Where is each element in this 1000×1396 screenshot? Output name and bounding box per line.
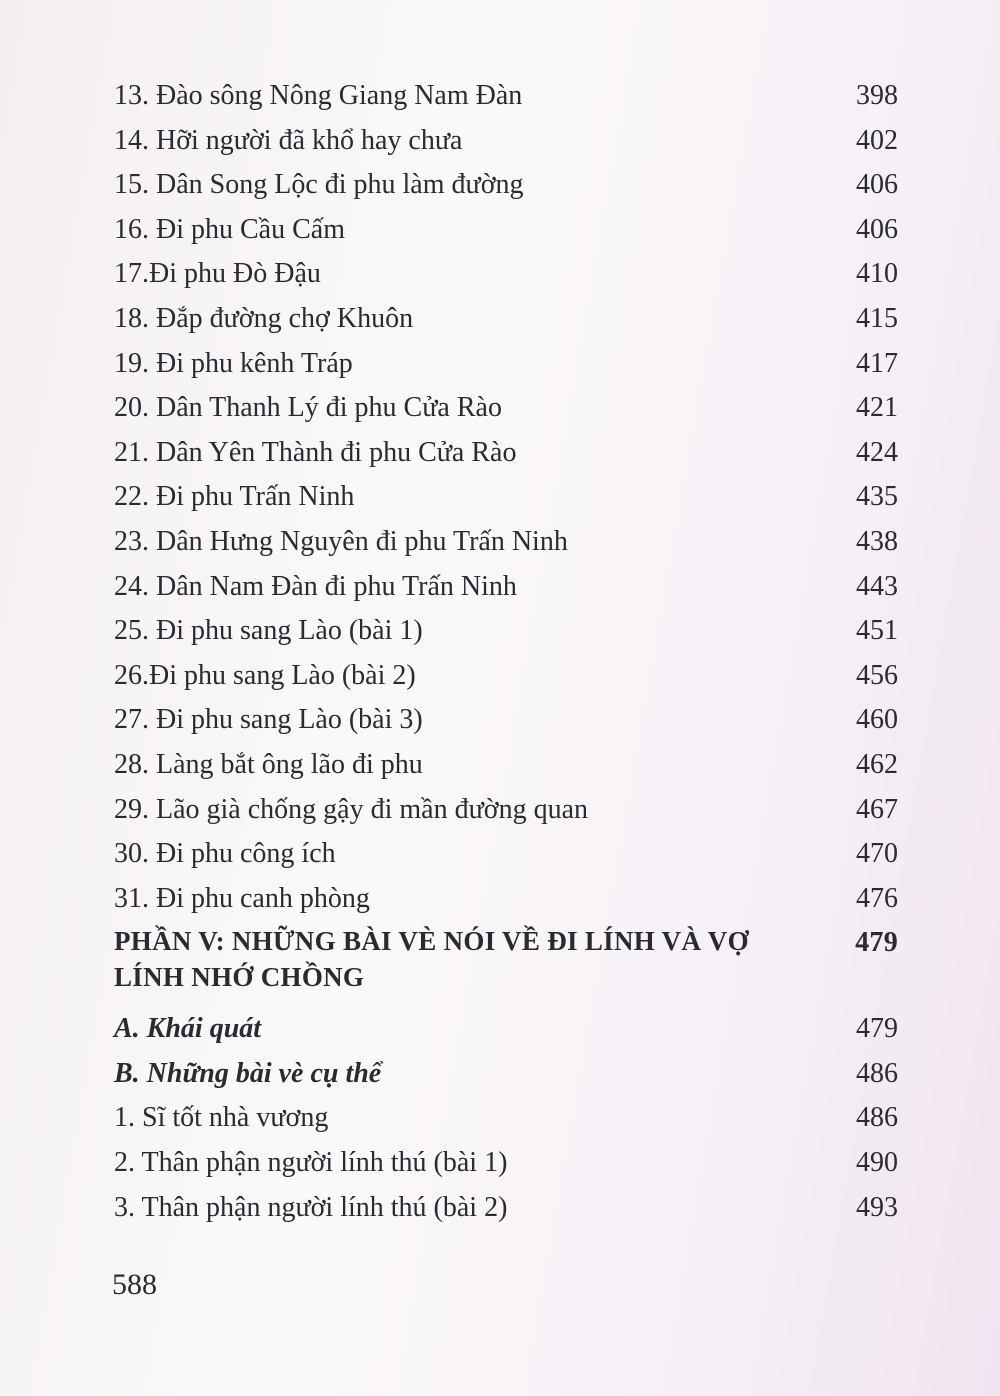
part-page: 479 [855,927,898,959]
toc-entry-page: 462 [856,748,898,780]
toc-entry-20 [110,386,910,431]
section-title: A. Khái quát [114,1013,262,1045]
toc-entry-title: 25. Đi phu sang Lào (bài 1) [114,615,423,647]
toc-entry-title: 21. Dân Yên Thành đi phu Cửa Rào [114,436,517,468]
toc-entry-title: 30. Đi phu công ích [114,838,336,870]
toc-entry-title: 16. Đi phu Cầu Cấm [114,213,345,245]
toc-entry-b3 [110,1186,910,1231]
toc-entry-page: 406 [856,169,898,201]
toc-entry-14 [110,119,910,164]
toc-entry-24 [110,565,910,610]
toc-entry-page: 470 [856,838,898,870]
toc-entry-15 [110,163,910,208]
toc-entry-title: 18. Đắp đường chợ Khuôn [114,302,414,334]
toc-entry-title: 26.Đi phu sang Lào (bài 2) [114,659,416,691]
section-title: B. Những bài vè cụ thể [114,1057,382,1089]
toc-entry-page: 456 [856,659,898,691]
toc-entry-18 [110,297,910,342]
toc-entry-16 [110,208,910,253]
toc-entry-title: 20. Dân Thanh Lý đi phu Cửa Rào [114,392,502,424]
toc-section-b [110,1052,910,1097]
table-of-contents [110,74,910,1230]
toc-entry-page: 421 [856,392,898,424]
toc-section-a [110,1007,910,1052]
toc-entry-23 [110,520,910,565]
toc-entry-page: 493 [856,1191,898,1223]
toc-entry-page: 410 [856,258,898,290]
toc-entry-page: 486 [856,1102,898,1134]
toc-entry-17 [110,252,910,297]
toc-entry-22 [110,475,910,520]
toc-entry-page: 476 [856,882,898,914]
toc-entry-page: 490 [856,1147,898,1179]
toc-entry-page: 406 [856,213,898,245]
toc-entry-title: 1. Sĩ tốt nhà vương [114,1102,329,1134]
toc-entry-page: 417 [856,347,898,379]
toc-entry-page: 415 [856,302,898,334]
toc-entry-19 [110,342,910,387]
toc-entry-b1 [110,1096,910,1141]
toc-entry-25 [110,609,910,654]
toc-entry-page: 443 [856,570,898,602]
toc-entry-title: 29. Lão già chống gậy đi mần đường quan [114,793,588,825]
toc-entry-title: 23. Dân Hưng Nguyên đi phu Trấn Ninh [114,525,568,557]
section-page: 486 [856,1057,898,1089]
toc-entry-title: 31. Đi phu canh phòng [114,882,370,914]
toc-entry-page: 467 [856,793,898,825]
page-number: 588 [112,1268,157,1301]
toc-entry-28 [110,743,910,788]
toc-entry-title: 24. Dân Nam Đàn đi phu Trấn Ninh [114,570,517,602]
toc-entry-page: 460 [856,704,898,736]
toc-entry-page: 424 [856,436,898,468]
toc-entry-29 [110,788,910,833]
toc-entry-page: 451 [856,615,898,647]
toc-entry-title: 22. Đi phu Trấn Ninh [114,481,355,513]
toc-entry-title: 14. Hỡi người đã khổ hay chưa [114,124,463,156]
toc-entry-title: 27. Đi phu sang Lào (bài 3) [114,704,423,736]
toc-entry-page: 402 [856,124,898,156]
toc-entry-title: 3. Thân phận người lính thú (bài 2) [114,1191,508,1223]
toc-entry-title: 15. Dân Song Lộc đi phu làm đường [114,169,524,201]
toc-entry-title: 2. Thân phận người lính thú (bài 1) [114,1147,508,1179]
toc-entry-page: 398 [856,80,898,111]
section-page: 479 [856,1013,898,1045]
toc-entry-30 [110,832,910,877]
toc-entry-27 [110,698,910,743]
toc-entry-21 [110,431,910,476]
toc-entry-title: 28. Làng bắt ông lão đi phu [114,748,423,780]
toc-entry-26 [110,654,910,699]
toc-entry-31 [110,877,910,922]
toc-entry-13 [110,74,910,119]
toc-entry-b2 [110,1141,910,1186]
toc-entry-title: 17.Đi phu Đò Đậu [114,258,321,290]
toc-entry-page: 435 [856,481,898,513]
toc-entry-page: 438 [856,525,898,557]
part-title: PHẦN V: NHỮNG BÀI VÈ NÓI VỀ ĐI LÍNH VÀ VỢ LÍNH NHỚ CHỒNG [114,926,749,993]
toc-entry-title: 19. Đi phu kênh Tráp [114,347,353,379]
toc-part-heading [110,921,910,1007]
toc-entry-title: 13. Đào sông Nông Giang Nam Đàn [114,80,523,111]
